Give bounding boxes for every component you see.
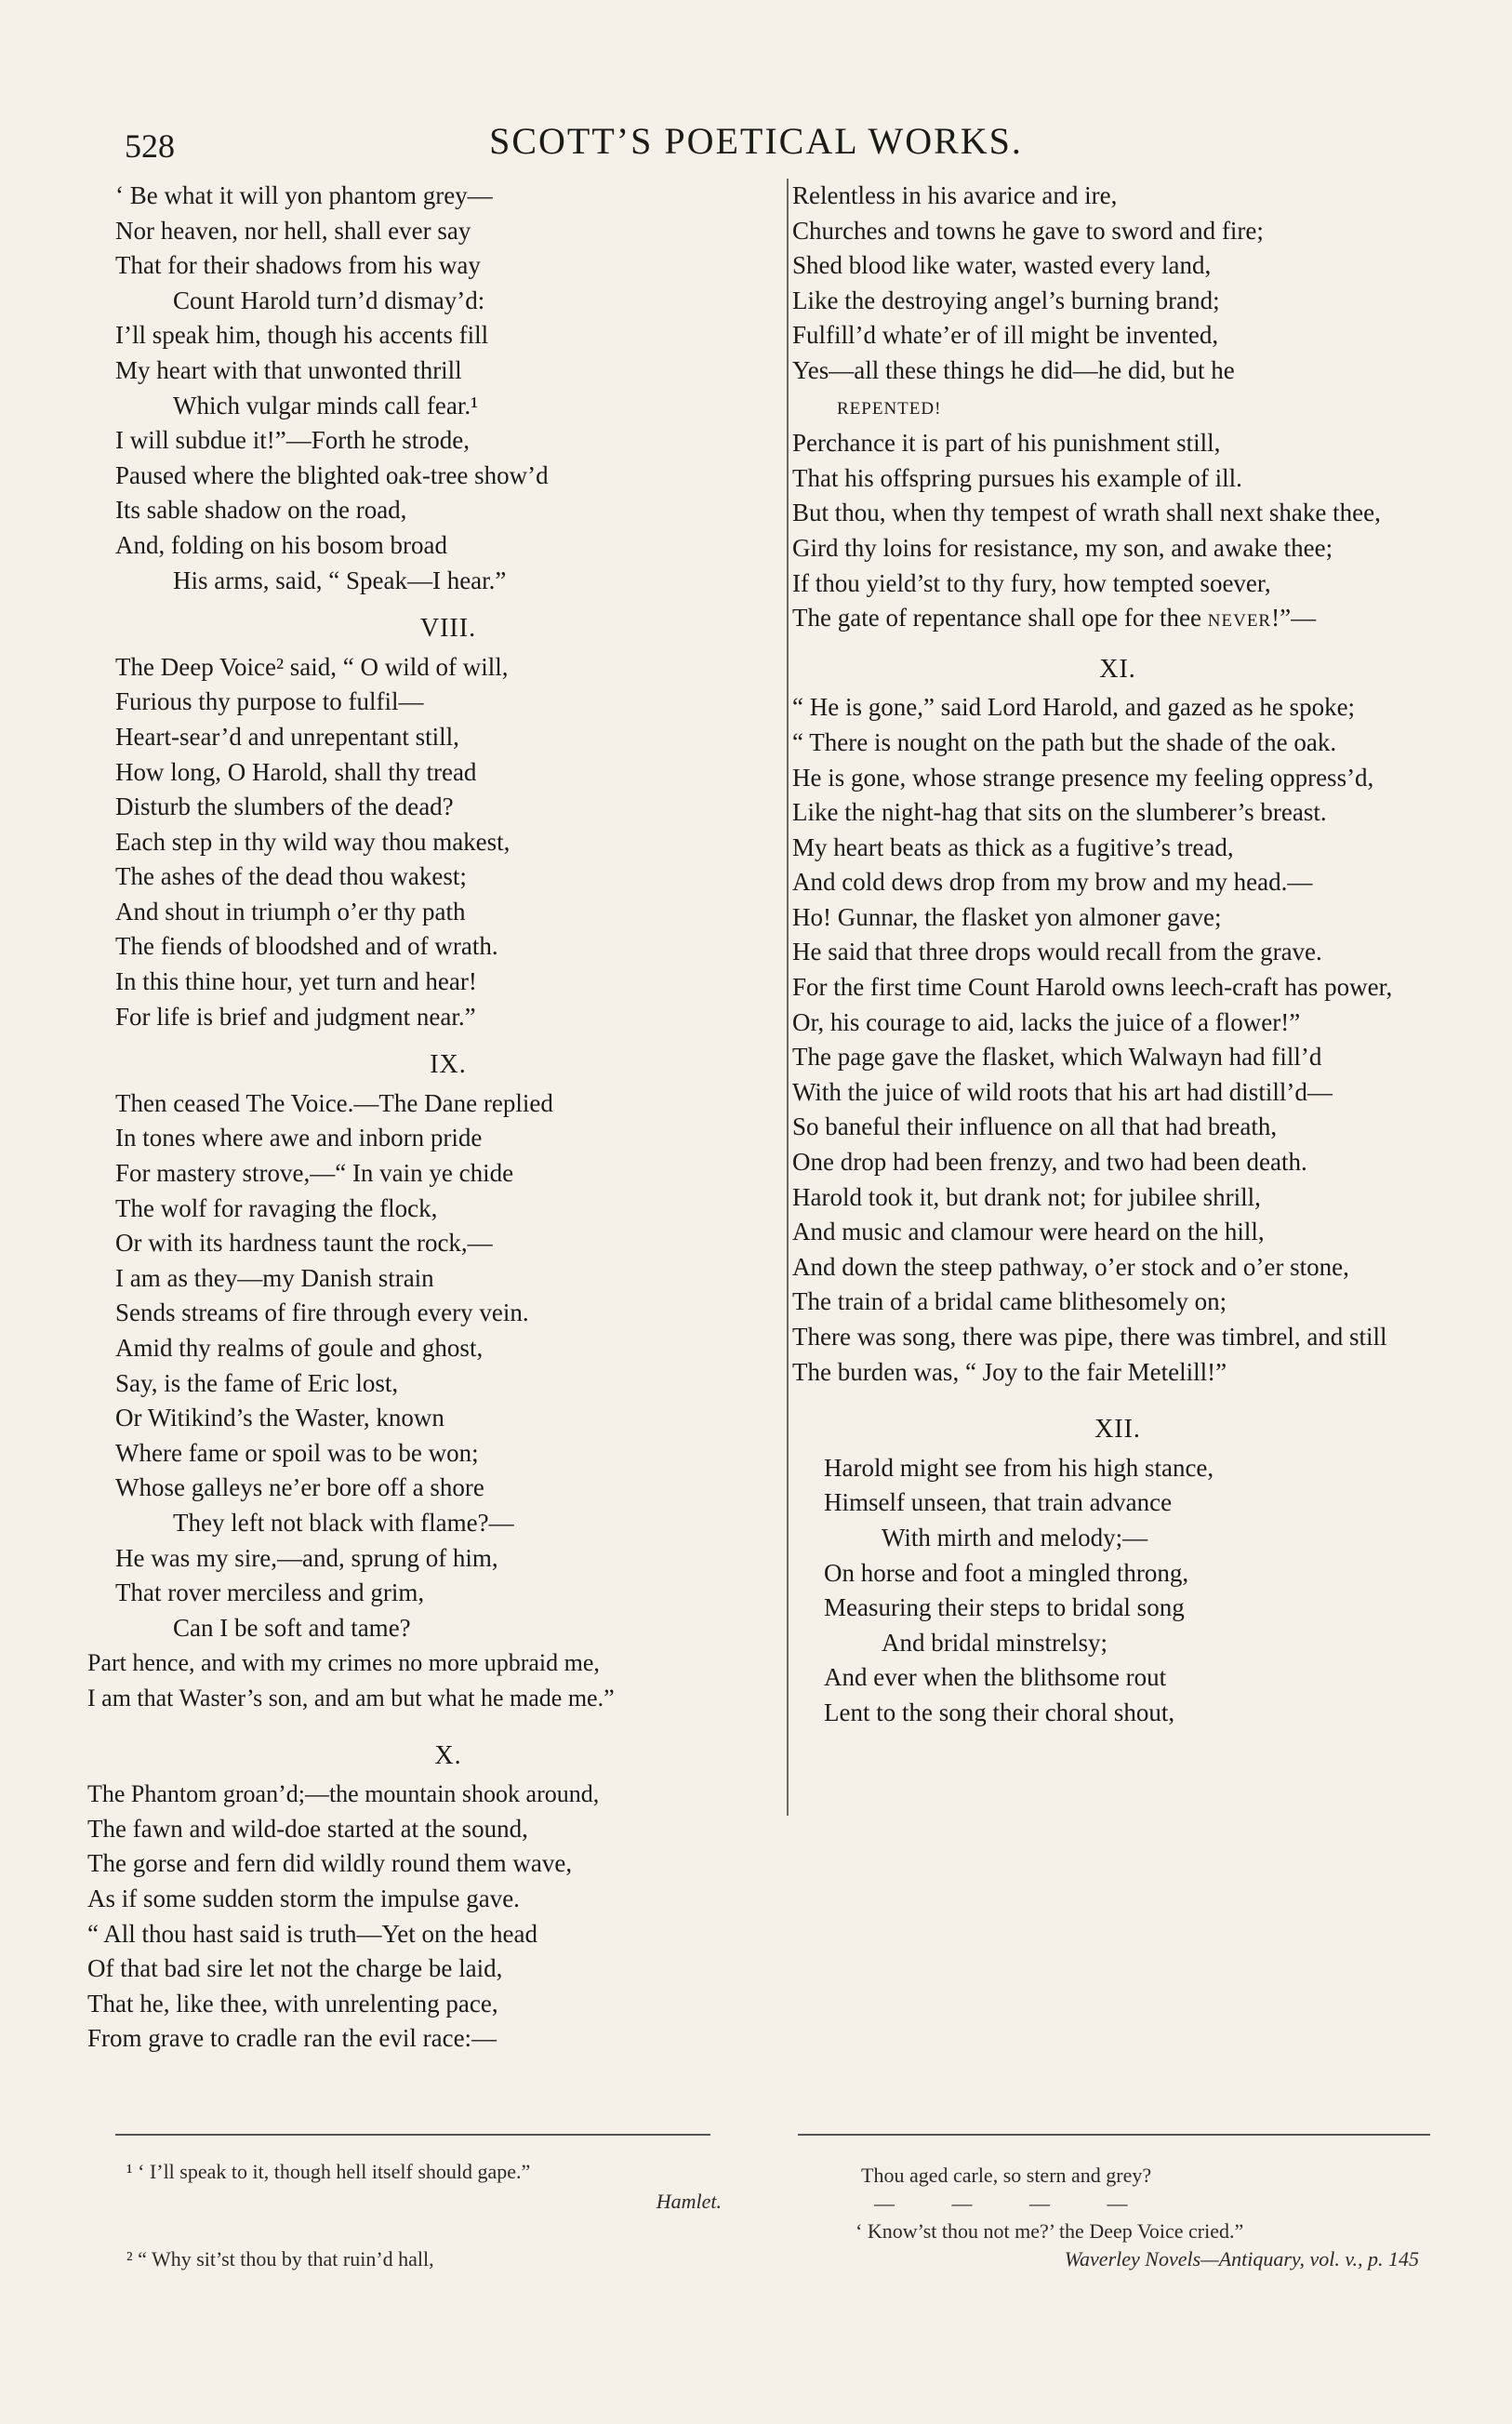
poem-line: So baneful their influence on all that had breath, xyxy=(792,1112,1278,1141)
poem-line: As if some sudden storm the impulse gave. xyxy=(87,1884,520,1912)
footnotes-left xyxy=(126,2158,722,2273)
poem-line: Himself unseen, that train advance xyxy=(824,1488,1173,1517)
footnote-rule-right xyxy=(798,2134,1430,2136)
poem-line: Which vulgar minds call fear.¹ xyxy=(173,391,479,420)
poem-line: His arms, said, “ Speak—I hear.” xyxy=(173,566,507,594)
poem-line: Churches and towns he gave to sword and fire; xyxy=(792,216,1264,245)
poem-line: The Deep Voice² said, “ O wild of will, xyxy=(115,652,509,681)
poem-line: Ho! Gunnar, the flasket yon almoner gave; xyxy=(792,902,1222,931)
footnote-1: ¹ ‘ I’ll speak to it, though hell itself should gape.” xyxy=(126,2160,531,2183)
poem-line: That rover merciless and grim, xyxy=(115,1578,425,1607)
section-heading-x: X. xyxy=(434,1740,462,1770)
poem-line: The page gave the flasket, which Walwayn had fill’d xyxy=(792,1043,1322,1072)
footnote-continued-line: Thou aged carle, so stern and grey? xyxy=(861,2164,1152,2187)
poem-line: With mirth and melody;— xyxy=(882,1523,1148,1552)
poem-line: Like the night-hag that sits on the slumberer’s breast. xyxy=(792,798,1327,827)
poem-line: And shout in triumph o’er thy path xyxy=(115,897,466,926)
footnotes-right xyxy=(837,2162,1432,2273)
footnote-ellipsis: — — — — xyxy=(874,2191,1154,2215)
poem-line: Disturb the slumbers of the dead? xyxy=(115,792,454,821)
poem-line: But thou, when thy tempest of wrath shall next shake thee, xyxy=(792,499,1381,527)
poem-line: “ There is nought on the path but the shade of the oak. xyxy=(792,727,1337,756)
poem-line: One drop had been frenzy, and two had been death. xyxy=(792,1148,1307,1177)
poem-line: The burden was, “ Joy to the fair Metelill!” xyxy=(792,1357,1227,1386)
poem-line: I am that Waster’s son, and am but what he made me.” xyxy=(87,1684,615,1711)
poem-line: Count Harold turn’d dismay’d: xyxy=(173,286,485,314)
poem-line: Perchance it is part of his punishment still, xyxy=(792,429,1221,458)
poem-line: “ He is gone,” said Lord Harold, and gazed as he spoke; xyxy=(792,693,1356,722)
poem-line: And cold dews drop from my brow and my head.— xyxy=(792,868,1313,897)
section-heading-ix: IX. xyxy=(430,1050,467,1080)
poem-line: Gird thy loins for resistance, my son, and awake thee; xyxy=(792,533,1333,562)
poem-line: That his offspring pursues his example of ill. xyxy=(792,463,1242,492)
poem-line: Furious thy purpose to fulfil— xyxy=(115,687,424,716)
poem-line: How long, O Harold, shall thy tread xyxy=(115,757,477,786)
poem-line: For the first time Count Harold owns leech-craft has power, xyxy=(792,973,1393,1002)
poem-line: I am as they—my Danish strain xyxy=(115,1263,434,1292)
poem-line: That he, like thee, with unrelenting pace, xyxy=(87,1989,498,2018)
footnote-rule-left xyxy=(115,2134,710,2136)
poem-line: The Phantom groan’d;—the mountain shook around, xyxy=(87,1780,600,1808)
poem-line xyxy=(792,601,1443,639)
poem-line: Its sable shadow on the road, xyxy=(115,496,407,525)
footnote-2: ² “ Why sit’st thou by that ruin’d hall, xyxy=(126,2247,434,2271)
poem-line: And down the steep pathway, o’er stock and o’er stone, xyxy=(792,1252,1349,1281)
never-small-caps: NEVER xyxy=(1207,611,1272,632)
poem-line: In this thine hour, yet turn and hear! xyxy=(115,967,477,996)
running-head: SCOTT’S POETICAL WORKS. xyxy=(489,120,1023,162)
poem-line: He was my sire,—and, sprung of him, xyxy=(115,1543,498,1572)
footnote-continued-line: ‘ Know’st thou not me?’ the Deep Voice cried.” xyxy=(855,2219,1244,2243)
poem-line: The fiends of bloodshed and of wrath. xyxy=(115,932,498,961)
poem-line: The train of a bridal came blithesomely on; xyxy=(792,1287,1227,1316)
poem-line: The wolf for ravaging the flock, xyxy=(115,1193,438,1222)
poem-line: Nor heaven, nor hell, shall ever say xyxy=(115,216,471,245)
poem-line: The gorse and fern did wildly round them wave, xyxy=(87,1849,573,1878)
poem-line: The ashes of the dead thou wakest; xyxy=(115,862,467,891)
poem-line: If thou yield’st to thy fury, how tempted soever, xyxy=(792,568,1271,597)
poem-line: My heart with that unwonted thrill xyxy=(115,355,462,384)
poem-line: With the juice of wild roots that his art had distill’d— xyxy=(792,1077,1333,1106)
poem-line: Or with its hardness taunt the rock,— xyxy=(115,1229,493,1258)
poem-line: Part hence, and with my crimes no more upbraid me, xyxy=(87,1649,600,1677)
poem-line: ‘ Be what it will yon phantom grey— xyxy=(115,181,493,209)
poem-line: For life is brief and judgment near.” xyxy=(115,1002,476,1031)
poem-line: Relentless in his avarice and ire, xyxy=(792,181,1118,209)
section-heading-xi: XI. xyxy=(1099,654,1136,684)
poem-line: For mastery strove,—“ In vain ye chide xyxy=(115,1159,514,1188)
poem-line: And ever when the blithsome rout xyxy=(824,1663,1167,1692)
poem-line: Lent to the song their choral shout, xyxy=(824,1698,1175,1726)
poem-line: I will subdue it!”—Forth he strode, xyxy=(115,426,470,455)
poem-line: Amid thy realms of goule and ghost, xyxy=(115,1334,484,1362)
poem-line: Sends streams of fire through every vein. xyxy=(115,1299,529,1327)
poem-line: He is gone, whose strange presence my feeling oppress’d, xyxy=(792,763,1374,792)
poem-line xyxy=(792,389,1443,427)
column-divider xyxy=(787,179,789,1816)
poem-line: Heart-sear’d and unrepentant still, xyxy=(115,722,459,751)
poem-line: Of that bad sire let not the charge be laid, xyxy=(87,1954,503,1983)
section-heading-viii: VIII. xyxy=(419,614,477,644)
left-column xyxy=(87,179,781,2057)
poem-line: They left not black with flame?— xyxy=(173,1508,514,1537)
poem-line: Can I be soft and tame? xyxy=(173,1613,411,1642)
poem-line: Measuring their steps to bridal song xyxy=(824,1593,1185,1622)
poem-line: Or Witikind’s the Waster, known xyxy=(115,1404,444,1432)
footnote-source: Waverley Novels—Antiquary, vol. v., p. 145 xyxy=(1064,2247,1419,2271)
poem-line: And bridal minstrelsy; xyxy=(882,1628,1107,1657)
poem-line: Or, his courage to aid, lacks the juice of a flower!” xyxy=(792,1007,1301,1036)
poem-line: Then ceased The Voice.—The Dane replied xyxy=(115,1088,553,1117)
poem-line: From grave to cradle ran the evil race:— xyxy=(87,2024,497,2053)
poem-line: Each step in thy wild way thou makest, xyxy=(115,827,511,856)
poem-line: Harold might see from his high stance, xyxy=(824,1453,1214,1482)
poem-line: He said that three drops would recall from the grave. xyxy=(792,938,1322,966)
poem-line: Yes—all these things he did—he did, but he xyxy=(792,355,1235,384)
poem-line: And music and clamour were heard on the hill, xyxy=(792,1218,1265,1246)
poem-line: On horse and foot a mingled throng, xyxy=(824,1558,1189,1587)
poem-line: Like the destroying angel’s burning brand; xyxy=(792,286,1220,314)
poem-line: There was song, there was pipe, there was timbrel, and still xyxy=(792,1323,1387,1351)
poem-line-text: The gate of repentance shall ope for thee xyxy=(792,604,1208,633)
section-heading-xii: XII. xyxy=(1094,1415,1141,1445)
right-column xyxy=(792,179,1443,1731)
poem-line: And, folding on his bosom broad xyxy=(115,530,447,559)
poem-line: Harold took it, but drank not; for jubilee shrill, xyxy=(792,1182,1261,1211)
poem-line: Whose galleys ne’er bore off a shore xyxy=(115,1473,484,1502)
poem-line: That for their shadows from his way xyxy=(115,251,481,280)
footnote-1-source: Hamlet. xyxy=(656,2190,722,2213)
poem-line: Where fame or spoil was to be won; xyxy=(115,1438,479,1467)
poem-line: In tones where awe and inborn pride xyxy=(115,1124,483,1152)
poem-line: “ All thou hast said is truth—Yet on the head xyxy=(87,1919,537,1948)
poem-line: My heart beats as thick as a fugitive’s tread, xyxy=(792,832,1234,861)
poem-line-end: !”— xyxy=(1271,604,1317,633)
poem-line: Paused where the blighted oak-tree show’d xyxy=(115,460,549,489)
poem-line: Shed blood like water, wasted every land, xyxy=(792,251,1212,280)
page-number: 528 xyxy=(125,127,175,165)
poem-line: Fulfill’d whate’er of ill might be invented, xyxy=(792,321,1219,350)
poem-line: I’ll speak him, though his accents fill xyxy=(115,321,489,350)
poem-line: Say, is the fame of Eric lost, xyxy=(115,1368,399,1397)
poem-line: The fawn and wild-doe started at the sound, xyxy=(87,1814,528,1843)
repented-small-caps: REPENTED! xyxy=(837,398,942,419)
